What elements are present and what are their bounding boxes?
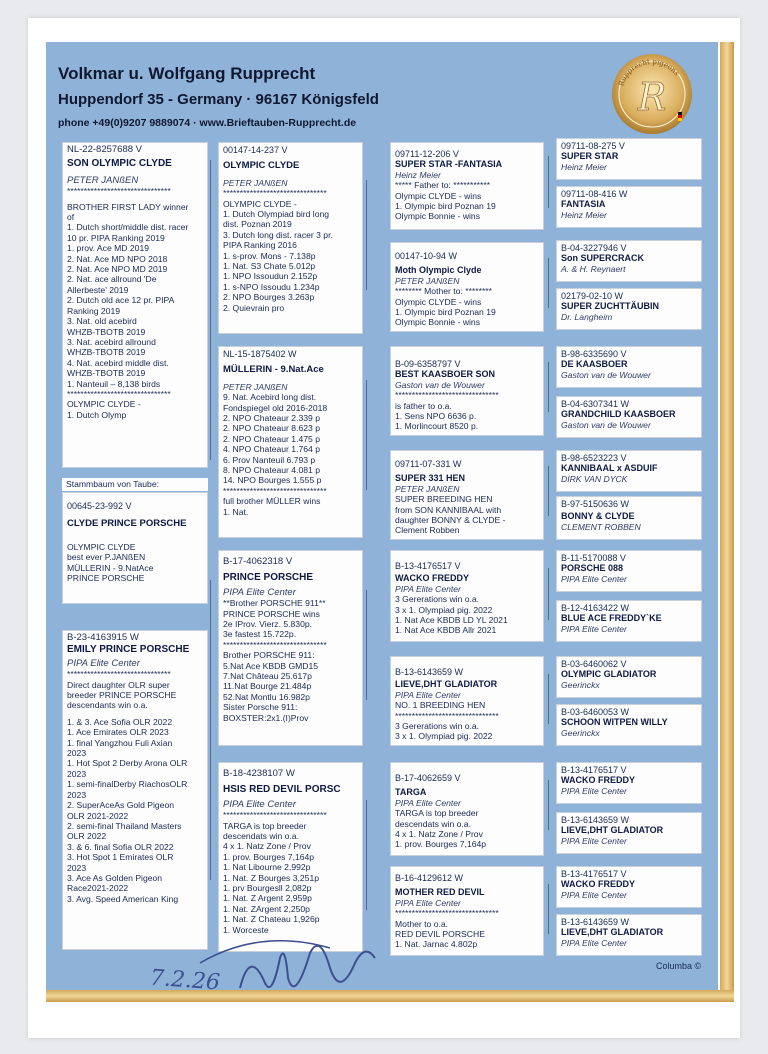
intro-card[interactable] xyxy=(62,492,208,604)
connector-g2-low xyxy=(366,590,367,700)
gen3-ring: B-09-6358797 V xyxy=(395,359,461,369)
gen4-ring: B-03-6460053 W xyxy=(561,707,630,717)
gen3-breeder: PETER JANßEN xyxy=(395,483,460,494)
intro-name: CLYDE PRINCE PORSCHE xyxy=(67,518,187,530)
gen4-name: PORSCHE 088 xyxy=(561,563,624,574)
gen3-ring: 00147-10-94 W xyxy=(395,251,458,261)
connector-g2-mid xyxy=(366,380,367,490)
gen3-breeder: Heinz Meier xyxy=(395,169,441,180)
gen2-lines: **Brother PORSCHE 911** PRINCE PORSCHE wins 2e IProv. Vierz. 5.830p. 3e fastest 15.722p. ******************************* Brother PORSCHE 911: 5.Nat Ace KBDB GMD15 7.Nat Château 25.617p 11.Nat Bourge 21.484p 52.Nat Montlu 16.982p Sister Porsche 911: BOXSTER:2x1.(I)Prov xyxy=(223,598,327,723)
breeder-address: Huppendorf 35 - Germany · 96167 Königsfeld xyxy=(58,91,379,108)
gen4-name: SCHOON WITPEN WILLY xyxy=(561,717,668,728)
gen4-breeder: PIPA Elite Center xyxy=(561,623,627,634)
connector-dam xyxy=(210,580,211,880)
gen4-card-9[interactable] xyxy=(556,550,702,592)
gen3-card-4[interactable] xyxy=(390,450,544,540)
gen2-card-2[interactable] xyxy=(218,346,363,538)
breeder-phone-website: phone +49(0)9207 9889074 · www.Brieftauben-Rupprecht.de xyxy=(58,117,357,129)
gen4-ring: B-13-6143659 W xyxy=(561,815,630,825)
gen4-breeder: PIPA Elite Center xyxy=(561,835,627,846)
gen4-card-1[interactable] xyxy=(556,138,702,180)
gen4-card-3[interactable] xyxy=(556,240,702,282)
gen3-card-8[interactable] xyxy=(390,866,544,956)
gen4-ring: B-04-6307341 W xyxy=(561,399,630,409)
subject-stars: ******************************* xyxy=(67,186,171,197)
gen3-card-1[interactable] xyxy=(390,142,544,230)
connector-g3 xyxy=(548,674,549,724)
gen2-name: MÜLLERIN - 9.Nat.Ace xyxy=(223,364,324,376)
gen4-breeder: Gaston van de Wouwer xyxy=(561,369,651,380)
gen3-ring: B-16-4129612 W xyxy=(395,873,464,883)
gen3-name: TARGA xyxy=(395,787,427,798)
breeder-name: Volkmar u. Wolfgang Rupprecht xyxy=(58,64,316,83)
gen2-breeder: PETER JANßEN xyxy=(223,381,288,392)
gen4-name: FANTASIA xyxy=(561,199,606,210)
gen4-name: DE KAASBOER xyxy=(561,359,628,370)
gen3-name: LIEVE,DHT GLADIATOR xyxy=(395,679,498,690)
gen2-card-1[interactable] xyxy=(218,142,363,334)
gen4-card-12[interactable] xyxy=(556,704,702,746)
gen2-ring: NL-15-1875402 W xyxy=(223,349,297,359)
gen4-name: GRANDCHILD KAASBOER xyxy=(561,409,676,420)
gen2-breeder: PIPA Elite Center xyxy=(223,586,296,598)
gen3-lines: ******** Mother to: ******** Olympic CLYDE - wins 1. Olympic bird Poznan 19 Olympic Bonnie - wins xyxy=(395,286,496,328)
signature-scribble xyxy=(180,928,380,1008)
gen4-breeder: PIPA Elite Center xyxy=(561,937,627,948)
gen4-ring: B-98-6335690 V xyxy=(561,349,627,359)
gen3-lines: ***** Father to: *********** Olympic CLYDE - wins 1. Olympic bird Poznan 19 Olympic Bonnie - wins xyxy=(395,180,496,222)
gen3-ring: B-13-6143659 W xyxy=(395,667,464,677)
connector-g3 xyxy=(548,258,549,308)
subject-lines: BROTHER FIRST LADY winner of 1. Dutch short/middle dist. racer 10 pr. PIPA Ranking 2019 1. prov. Ace MD 2019 2. Nat. Ace MD NPO 2018 2. Nat. Ace NPO MD 2019 2. Nat. ace allround 'De Allerbeste' 2019 2. Dutch old ace 12 pr. PIPA Ranking 2019 3. Nat. old acebird WHZB-TBOTB 2019 3. Nat. acebird allround WHZB-TBOTB 2019 4. Nat. acebird middle dist. WHZB-TBOTB 2019 1. Nanteuil – 8,138 birds ******************************* OLYMPIC CLYDE - 1. Dutch Olymp xyxy=(67,201,189,420)
gen4-card-15[interactable] xyxy=(556,866,702,908)
gen2-lines: ******************************* OLYMPIC CLYDE - 1. Dutch Olympiad bird long dist. Poznan 2019 3. Dutch long dist. racer 3 pr. PIPA Ranking 2016 1. s-prov. Mons - 7.138p 1. Nat. S3 Chate 5.012p 1. NPO Issoudun 2.152p 1. s-NPO Issoudu 1.234p 2. NPO Bourges 3.263p 2. Quievrain pro xyxy=(223,188,333,313)
gen3-card-2[interactable] xyxy=(390,242,544,332)
gen3-lines: ******************************* is father to o.a. 1. Sens NPO 6636 p. 1. Morlincourt 8520 p. xyxy=(395,390,499,432)
gen3-breeder: PIPA Elite Center xyxy=(395,689,461,700)
gen3-ring: B-17-4062659 V xyxy=(395,773,461,783)
gen4-name: Son SUPERCRACK xyxy=(561,253,645,264)
gen4-card-10[interactable] xyxy=(556,600,702,642)
gen2-card-4[interactable] xyxy=(218,762,363,952)
gen4-name: WACKO FREDDY xyxy=(561,879,635,890)
gen4-ring: 09711-08-275 V xyxy=(561,141,625,151)
gen3-card-7[interactable] xyxy=(390,762,544,856)
gen4-card-11[interactable] xyxy=(556,656,702,698)
gen2-card-3[interactable] xyxy=(218,550,363,746)
software-credit: Columba © xyxy=(656,961,702,971)
gen3-name: SUPER STAR -FANTASIA xyxy=(395,159,503,170)
gen4-breeder: Geerinckx xyxy=(561,679,600,690)
gen3-ring: 09711-07-331 W xyxy=(395,459,462,469)
gen4-breeder: PIPA Elite Center xyxy=(561,785,627,796)
gen4-ring: 09711-08-416 W xyxy=(561,189,628,199)
gen3-breeder: PIPA Elite Center xyxy=(395,897,461,908)
rupprecht-logo xyxy=(610,52,694,136)
intro-ring: 00645-23-992 V xyxy=(67,501,132,511)
gen4-name: LIEVE,DHT GLADIATOR xyxy=(561,927,664,938)
gen2-name: OLYMPIC CLYDE xyxy=(223,160,300,172)
dam-lines: ******************************* Direct daughter OLR super breeder PRINCE PORSCHE descendants win o.a. 1. & 3. Ace Sofia OLR 2022 1. Ace Emirates OLR 2023 1. final Yangzhou Fuli Axian 2023 1. Hot Spot 2 Derby Arona OLR 2023 1. semi-finalDerby RiachosOLR 2023 2. SuperAceAs Gold Pigeon OLR 2021-2022 2. semi-final Thailand Masters OLR 2022 3. & 6. final Sofia OLR 2022 3. Hot Spot 1 Emirates OLR 2023 3. Ace As Golden Pigeon Race2021-2022 3. Avg. Speed American King xyxy=(67,669,188,904)
gen4-card-5[interactable] xyxy=(556,346,702,388)
gen4-name: BONNY & CLYDE xyxy=(561,511,635,522)
gen4-breeder: PIPA Elite Center xyxy=(561,573,627,584)
gen4-breeder: Heinz Meier xyxy=(561,161,607,172)
svg-text:Rupprecht pigeons: Rupprecht pigeons xyxy=(617,57,681,88)
gen4-card-16[interactable] xyxy=(556,914,702,956)
gen2-ring: 00147-14-237 V xyxy=(223,145,288,155)
gen4-ring: B-13-4176517 V xyxy=(561,869,627,879)
connector-g3 xyxy=(548,362,549,412)
gen3-breeder: PIPA Elite Center xyxy=(395,583,461,594)
gen3-name: SUPER 331 HEN xyxy=(395,473,466,484)
connector-g2-top xyxy=(366,180,367,290)
dam-name: EMILY PRINCE PORSCHE xyxy=(67,644,190,656)
stammbaum-label: Stammbaum von Taube: xyxy=(62,478,208,491)
gen4-breeder: Geerinckx xyxy=(561,727,600,738)
gen4-ring: 02179-02-10 W xyxy=(561,291,624,301)
gen4-breeder: A. & H. Reynaert xyxy=(561,263,626,274)
gen4-ring: B-13-4176517 V xyxy=(561,765,627,775)
gen4-ring: B-03-6460062 V xyxy=(561,659,627,669)
gen3-lines: 3 Gererations win o.a. 3 x 1. Olympiad pig. 2022 1. Nat Ace KBDB LD YL 2021 1. Nat Ace KBDB Allr 2021 xyxy=(395,594,508,636)
gen2-ring: B-18-4238107 W xyxy=(223,768,295,779)
gen4-ring: B-13-6143659 W xyxy=(561,917,630,927)
gen4-breeder: DIRK VAN DYCK xyxy=(561,473,628,484)
connector-g3 xyxy=(548,780,549,830)
gen3-breeder: PETER JANßEN xyxy=(395,275,460,286)
gen4-ring: B-12-4163422 W xyxy=(561,603,630,613)
gen4-breeder: Heinz Meier xyxy=(561,209,607,220)
gen4-name: KANNIBAAL x ASDUIF xyxy=(561,463,658,474)
intro-lines: OLYMPIC CLYDE best ever P.JANßEN MÜLLERIN - 9.NatAce PRINCE PORSCHE xyxy=(67,541,154,584)
subject-card[interactable] xyxy=(62,142,208,468)
gen4-ring: B-04-3227946 V xyxy=(561,243,627,253)
gen4-card-8[interactable] xyxy=(556,496,702,540)
gen3-name: BEST KAASBOER SON xyxy=(395,369,496,380)
gen2-breeder: PETER JANßEN xyxy=(223,177,288,188)
gen2-name: PRINCE PORSCHE xyxy=(223,572,314,584)
subject-name: SON OLYMPIC CLYDE xyxy=(67,158,172,170)
gen4-card-4[interactable] xyxy=(556,288,702,330)
gen4-card-6[interactable] xyxy=(556,396,702,438)
gen3-ring: B-13-4176517 V xyxy=(395,561,461,571)
gen4-breeder: Dr. Langheim xyxy=(561,311,613,322)
gen3-lines: NO. 1 BREEDING HEN ******************************* 3 Gererations win o.a. 3 x 1. Olympiad pig. 2022 xyxy=(395,700,499,742)
connector-g2-bottom xyxy=(366,800,367,910)
gen4-breeder: CLEMENT ROBBEN xyxy=(561,521,641,532)
gen3-card-5[interactable] xyxy=(390,550,544,642)
gen2-lines: ******************************* TARGA is top breeder descendats win o.a. 4 x 1. Natz Zone / Prov 1. prov. Bourges 7,164p 1. Nat Libourne 2,992p 1. Nat. Z Bourges 3,251p 1. prv Bourgesll 2,082p 1. Nat. Z Argent 2,959p 1. Nat. ZArgent 2,250p 1. Nat. Z Chateau 1,926p 1. Worceste xyxy=(223,810,327,935)
gen3-card-6[interactable] xyxy=(390,656,544,746)
connector-sire xyxy=(210,160,211,460)
gen4-ring: B-98-6523223 V xyxy=(561,453,627,463)
connector-g3 xyxy=(548,568,549,620)
dam-ring: B-23-4163915 W xyxy=(67,632,139,643)
connector-g3 xyxy=(548,884,549,934)
gen2-ring: B-17-4062318 V xyxy=(223,556,293,567)
gen3-name: Moth Olympic Clyde xyxy=(395,265,482,276)
gen3-lines: TARGA is top breeder descendats win o.a. 4 x 1. Natz Zone / Prov 1. prov. Bourges 7,164p xyxy=(395,808,487,850)
gen4-ring: B-11-5170088 V xyxy=(561,553,626,563)
connector-g3 xyxy=(548,156,549,208)
gen4-card-7[interactable] xyxy=(556,450,702,492)
gen3-breeder: PIPA Elite Center xyxy=(395,797,461,808)
gold-border-right xyxy=(720,42,734,998)
gen3-lines: ******************************* Mother to o.a. RED DEVIL PORSCHE 1. Nat. Jarnac 4.802p xyxy=(395,908,499,950)
gen3-lines: SUPER BREEDING HEN from SON KANNIBAAL with daughter BONNY & CLYDE - Clement Robben xyxy=(395,494,506,536)
gen4-name: BLUE ACE FREDDY`KE xyxy=(561,613,662,624)
gold-border-bottom xyxy=(46,990,734,1002)
gen2-name: HSIS RED DEVIL PORSC xyxy=(223,784,341,796)
gen4-card-2[interactable] xyxy=(556,186,702,228)
gen4-breeder: PIPA Elite Center xyxy=(561,889,627,900)
dam-breeder: PIPA Elite Center xyxy=(67,657,140,669)
gen4-card-13[interactable] xyxy=(556,762,702,804)
gen4-name: SUPER ZUCHTTÄUBIN xyxy=(561,301,659,312)
gen4-breeder: Gaston van de Wouwer xyxy=(561,419,651,430)
gen2-lines: 9. Nat. Acebird long dist. Fondspiegel old 2016-2018 2. NPO Chateaur 2.339 p 2. NPO Chateaur 8.623 p 2. NPO Chateaur 1.475 p 4. NPO Chateaur 1.764 p 6. Prov Nanteuil 6.793 p 8. NPO Chateaur 4.081 p 14. NPO Bourges 1.555 p ******************************* full brother MÜLLER wins 1. Nat. xyxy=(223,392,328,517)
dam-card[interactable] xyxy=(62,630,208,950)
gen4-ring: B-97-5150636 W xyxy=(561,499,630,509)
gen4-name: LIEVE,DHT GLADIATOR xyxy=(561,825,664,836)
gen3-breeder: Gaston van de Wouwer xyxy=(395,379,485,390)
gen4-card-14[interactable] xyxy=(556,812,702,854)
svg-text:R: R xyxy=(637,75,667,119)
gen2-breeder: PIPA Elite Center xyxy=(223,798,296,810)
subject-ring: NL-22-8257688 V xyxy=(67,144,142,155)
gen3-ring: 09711-12-206 V xyxy=(395,149,459,159)
gen4-name: WACKO FREDDY xyxy=(561,775,635,786)
gen3-card-3[interactable] xyxy=(390,346,544,436)
connector-g3 xyxy=(548,466,549,516)
gen3-name: MOTHER RED DEVIL xyxy=(395,887,485,898)
gen4-name: SUPER STAR xyxy=(561,151,619,162)
gen4-name: OLYMPIC GLADIATOR xyxy=(561,669,657,680)
subject-breeder: PETER JANßEN xyxy=(67,174,139,186)
gen3-name: WACKO FREDDY xyxy=(395,573,469,584)
signature-date: 7.2.26 xyxy=(149,965,221,996)
